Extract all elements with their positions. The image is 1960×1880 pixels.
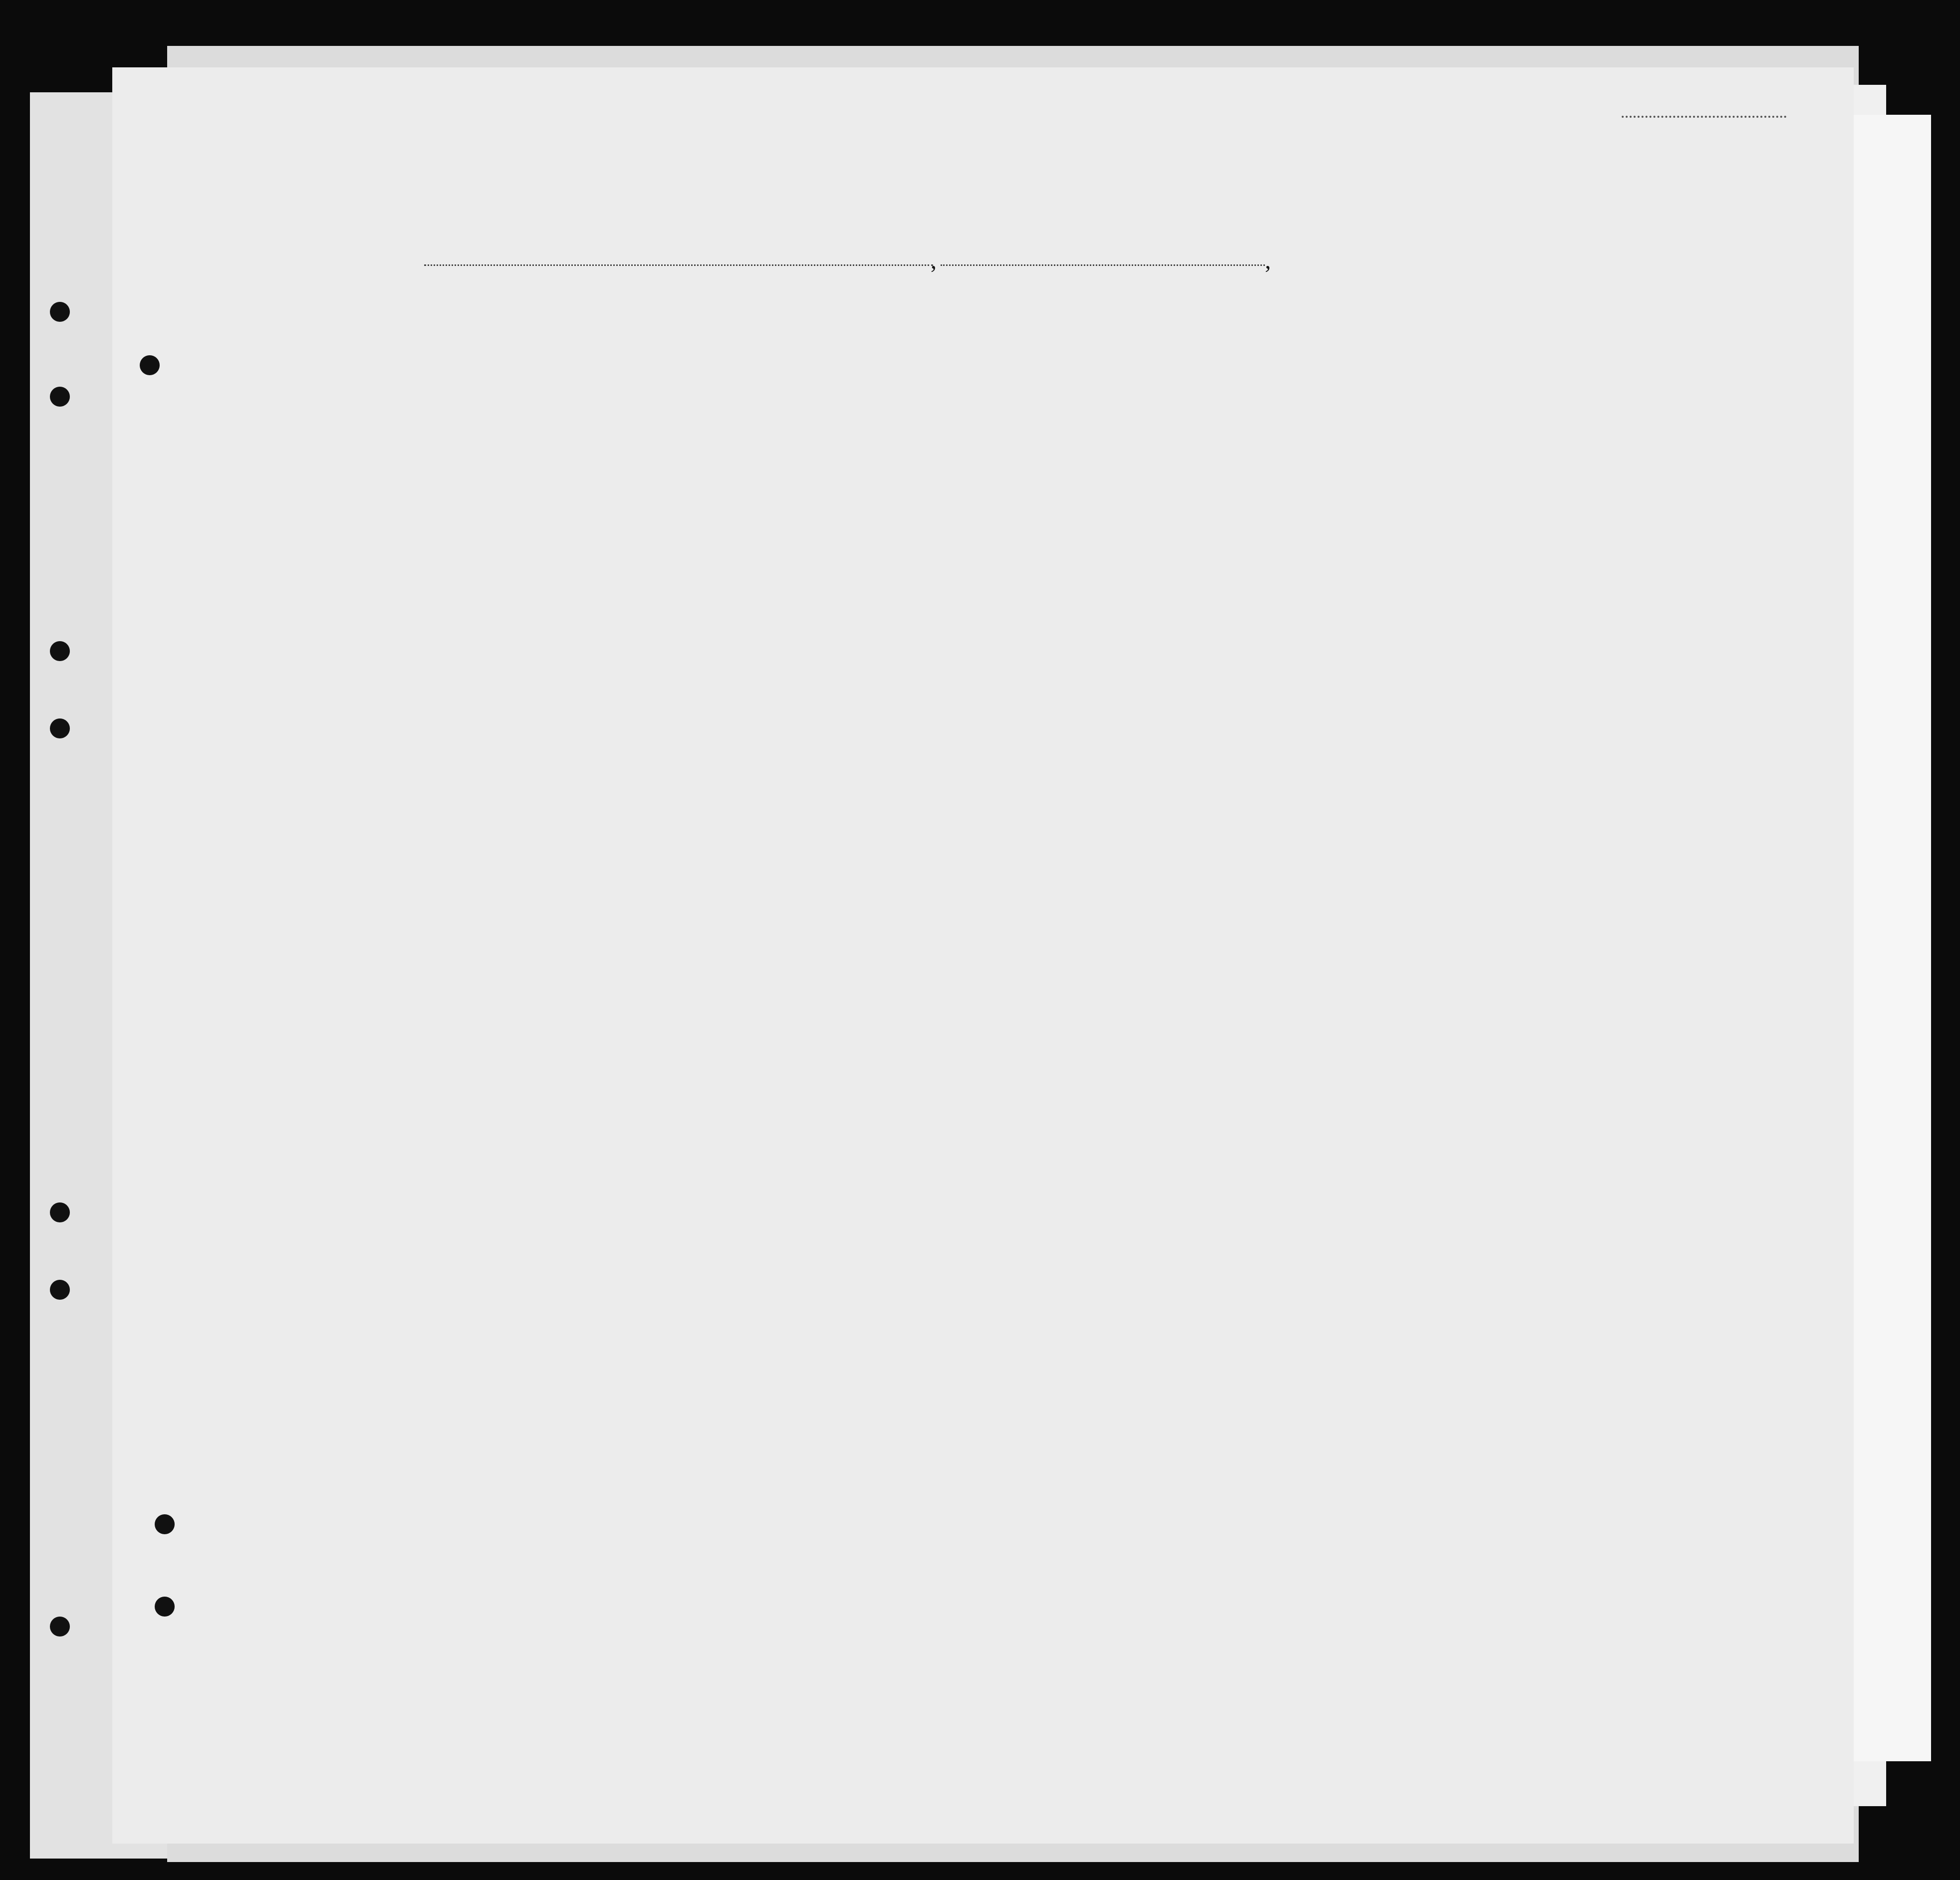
- separator: ,: [931, 247, 937, 274]
- separator: ,: [1265, 247, 1271, 274]
